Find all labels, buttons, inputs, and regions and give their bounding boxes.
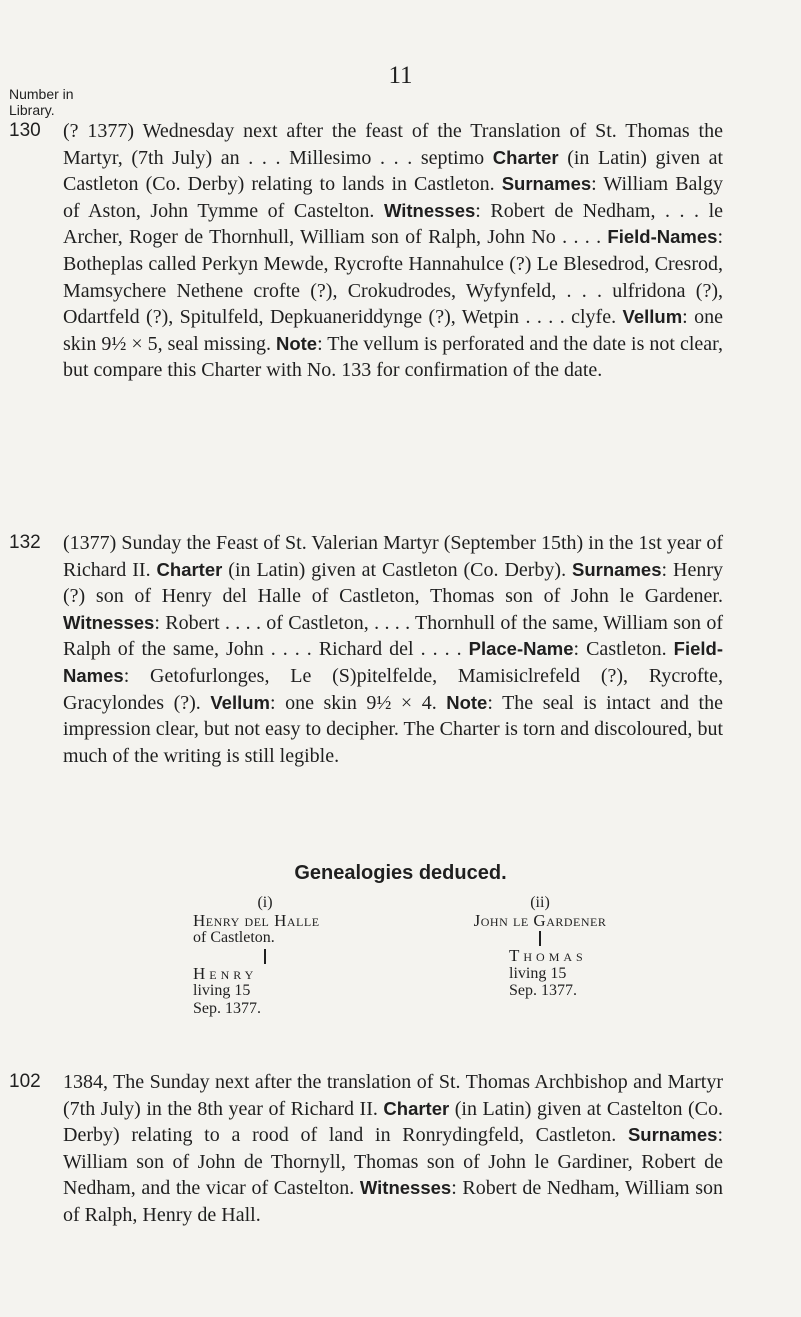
entry-text-run: : The seal is intact and the impression clear, but not easy to decipher. The Charter is torn and discoloured, but much of the writing is still legible. — [63, 691, 723, 767]
entry-text — [63, 1069, 723, 1229]
entry-text-run: : Castleton. — [573, 638, 674, 661]
margin-header-line-1: Number in — [9, 86, 74, 102]
entry-number: 102 — [9, 1071, 41, 1092]
entry-number: 132 — [9, 532, 41, 553]
entry-keyword: Field-Names — [63, 638, 723, 686]
genealogy-parent: John le Gardener — [473, 910, 607, 930]
entry-keyword: Place-Name — [468, 638, 574, 660]
entry-text-run: : Robert . . . . of Castleton, . . . . Thornhull of the same, William son of Ralph of the same, John . . . . Richard del . . . . — [63, 611, 723, 661]
genealogy-child-note: living 15 — [193, 982, 251, 999]
entry-keyword: Surnames — [572, 558, 662, 580]
genealogy-label: (i) — [257, 894, 273, 911]
entry-text-run: : William son of John de Thornyll, Thomas son of John le Gardiner, Robert de Nedham, and the vicar of Castelton. — [63, 1124, 723, 1200]
entry-text — [63, 118, 723, 384]
entry-text-run: : Getofurlonges, Le (S)pitelfelde, Mamisiclrefeld (?), Rycrofte, Gracylondes (?). — [63, 664, 723, 714]
entry-keyword: Witnesses — [359, 1177, 452, 1199]
entry-text-run: : one skin 9½ × 4. — [269, 691, 447, 714]
entry-keyword: Field-Names — [607, 226, 718, 248]
entry-keyword: Surnames — [501, 173, 592, 195]
entry-keyword: Surnames — [627, 1124, 718, 1146]
entry-keyword: Witnesses — [63, 611, 155, 633]
entry-keyword: Charter — [492, 146, 559, 168]
entry-130 — [9, 118, 724, 384]
entry-keyword: Note — [275, 332, 318, 354]
entry-text-run: 1384, The Sunday next after the translation of St. Thomas Archbishop and Martyr (7th July) in the 8th year of Richard II. — [63, 1071, 723, 1120]
entry-text-run: : Botheplas called Perkyn Mewde, Rycrofte Hannahulce (?) Le Blesedrod, Cresrod, Mamsychere Nethene crofte (?), Crokudrodes, Wyfynfeld, . . . ulfridona (?), Odartfeld (?), Spitulfeld, Depkuaneriddynge (?), Wetpin . . . . clyfe. — [63, 226, 723, 329]
genealogy-parent-place: of Castleton. — [193, 929, 275, 946]
descent-line — [165, 947, 365, 965]
genealogy-tree-2 — [415, 894, 665, 1000]
entry-102 — [9, 1069, 724, 1229]
entry-text-run: : Robert de Nedham, . . . le Archer, Roger de Thornhull, William son of Ralph, John No . . . . — [63, 199, 724, 249]
genealogy-child-note: living 15 — [509, 964, 567, 982]
entry-text — [63, 530, 723, 769]
genealogy-child-note: Sep. 1377. — [509, 982, 577, 999]
genealogy-parent: Henry del Halle — [193, 910, 320, 930]
genealogies-heading: Genealogies deduced. — [294, 862, 507, 884]
entry-text-run: : William Balgy of Aston, John Tymme of Castelton. — [63, 173, 723, 222]
genealogy-label: (ii) — [530, 894, 550, 911]
margin-header-line-2: Library. — [9, 102, 55, 118]
entry-132 — [9, 530, 723, 769]
entry-text-run: : The vellum is perforated and the date is not clear, but compare this Charter with No. 133 for confirmation of the date. — [63, 332, 723, 382]
entry-keyword: Vellum — [210, 691, 270, 713]
entry-text-run: : one skin 9½ × 5, seal missing. — [63, 306, 723, 355]
entry-text-run: (? 1377) Wednesday next after the feast of the Translation of St. Thomas the Martyr, (7th July) an . . . Millesimo . . . septimo — [63, 120, 723, 169]
genealogy-tree-1 — [165, 894, 365, 1017]
entry-text-run: (in Latin) given at Castleton (Co. Derby) relating to lands in Castleton. — [63, 146, 724, 196]
entry-keyword: Vellum — [622, 306, 683, 328]
genealogy-child: Henry — [193, 963, 258, 983]
entry-text-run: : Henry (?) son of Henry del Halle of Castleton, Thomas son of John le Gardener. — [63, 558, 723, 608]
entry-text-run: (1377) Sunday the Feast of St. Valerian Martyr (September 15th) in the 1st year of Richard II. — [63, 532, 723, 581]
entry-text-run: : Robert de Nedham, William son of Ralph, Henry de Hall. — [63, 1177, 723, 1226]
entry-keyword: Charter — [383, 1097, 450, 1119]
descent-line — [415, 929, 665, 947]
genealogy-child-note: Sep. 1377. — [193, 999, 261, 1017]
entry-text-run: (in Latin) given at Castleton (Co. Derby). — [222, 558, 573, 581]
entry-keyword: Note — [446, 691, 488, 713]
entry-number: 130 — [9, 120, 41, 141]
entry-keyword: Witnesses — [383, 199, 476, 221]
entry-text-run: (in Latin) given at Castelton (Co. Derby) relating to a rood of land in Ronrydingfeld, Castleton. — [63, 1097, 724, 1147]
entry-keyword: Charter — [156, 558, 223, 580]
page-number: 11 — [388, 62, 413, 89]
genealogy-child: Thomas — [509, 946, 587, 965]
margin-header — [9, 86, 74, 118]
